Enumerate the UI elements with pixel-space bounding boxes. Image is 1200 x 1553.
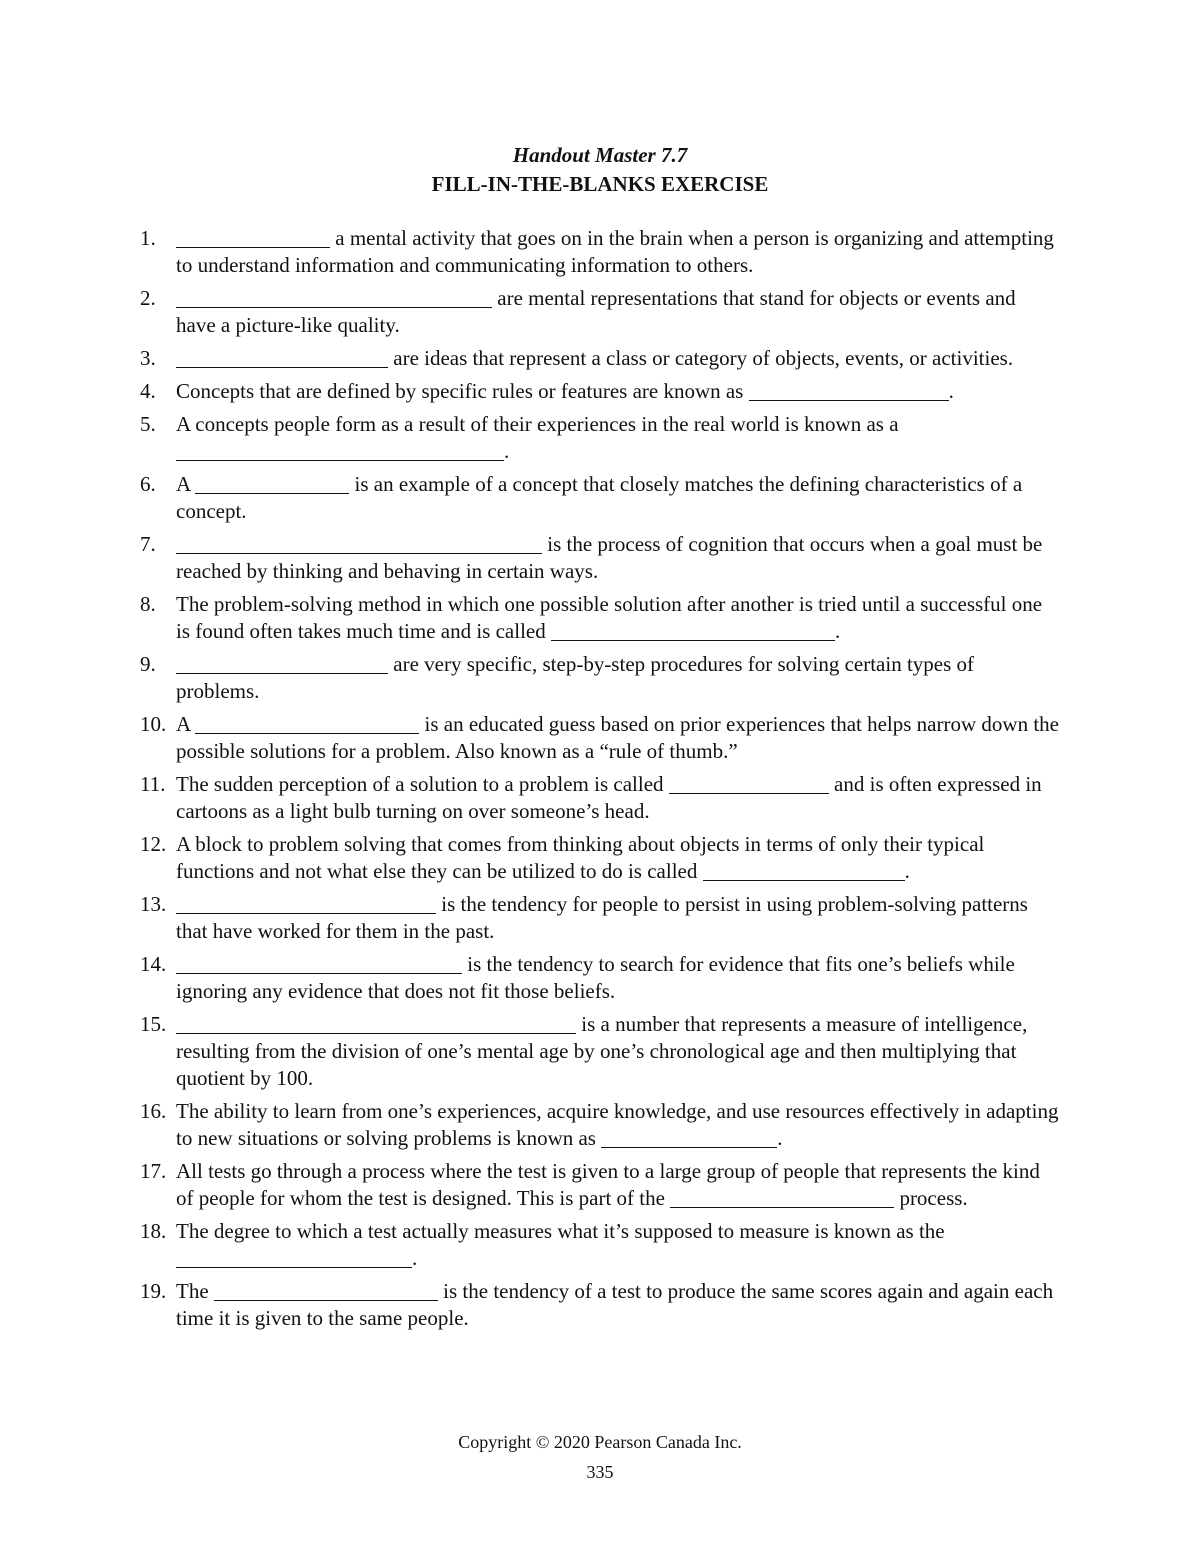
answer-blank[interactable] — [749, 380, 949, 401]
question-number: 13. — [140, 892, 167, 916]
question-text: A block to problem solving that comes from thinking about objects in terms of only their typical functions and not what else they can be utilized to do is called . — [176, 832, 985, 883]
question-item — [140, 591, 1060, 645]
question-number: 18. — [140, 1219, 167, 1243]
answer-blank[interactable] — [670, 1187, 894, 1208]
question-text: Concepts that are defined by specific rules or features are known as . — [176, 379, 954, 403]
question-item — [140, 651, 1060, 705]
question-text: A concepts people form as a result of their experiences in the real world is known as a . — [176, 412, 899, 463]
answer-blank[interactable] — [176, 1247, 412, 1268]
question-number: 3. — [140, 346, 156, 370]
question-number: 14. — [140, 952, 167, 976]
question-number: 8. — [140, 592, 156, 616]
answer-blank[interactable] — [601, 1127, 777, 1148]
page-number: 335 — [586, 1462, 614, 1482]
question-item — [140, 1011, 1060, 1092]
answer-blank[interactable] — [176, 440, 504, 461]
question-number: 7. — [140, 532, 156, 556]
question-text: A is an example of a concept that closely matches the defining characteristics of a concept. — [176, 472, 1023, 523]
question-item — [140, 1278, 1060, 1332]
question-text: are ideas that represent a class or category of objects, events, or activities. — [176, 345, 1060, 372]
question-number: 16. — [140, 1099, 167, 1123]
question-text: is the tendency to search for evidence that fits one’s beliefs while ignoring any evidence that does not fit those beliefs. — [176, 952, 1015, 1003]
question-number: 1. — [140, 226, 156, 250]
question-number: 17. — [140, 1159, 167, 1183]
question-item — [140, 951, 1060, 1005]
question-text: are very specific, step-by-step procedures for solving certain types of problems. — [176, 652, 975, 703]
question-item — [140, 471, 1060, 525]
question-item — [140, 771, 1060, 825]
question-item — [140, 378, 1060, 405]
question-item — [140, 1218, 1060, 1272]
question-item — [140, 345, 1060, 372]
question-number: 10. — [140, 712, 167, 736]
question-number: 19. — [140, 1279, 167, 1303]
question-item — [140, 1098, 1060, 1152]
question-text: A is an educated guess based on prior experiences that helps narrow down the possible solutions for a problem. Also known as a “rule of thumb.” — [176, 712, 1059, 763]
copyright-footer: Copyright © 2020 Pearson Canada Inc. — [458, 1432, 742, 1452]
answer-blank[interactable] — [195, 713, 419, 734]
question-item — [140, 225, 1060, 279]
question-number: 12. — [140, 832, 167, 856]
answer-blank[interactable] — [176, 893, 436, 914]
question-text: a mental activity that goes on in the brain when a person is organizing and attempting to understand information and communicating information to others. — [176, 226, 1054, 277]
question-text: is a number that represents a measure of intelligence, resulting from the division of one’s mental age by one’s chronological age and then multiplying that quotient by 100. — [176, 1012, 1028, 1090]
question-text: The is the tendency of a test to produce the same scores again and again each time it is given to the same people. — [176, 1279, 1054, 1330]
question-item — [140, 1158, 1060, 1212]
question-item — [140, 411, 1060, 465]
answer-blank[interactable] — [176, 953, 462, 974]
question-number: 2. — [140, 286, 156, 310]
answer-blank[interactable] — [214, 1280, 438, 1301]
question-number: 15. — [140, 1012, 167, 1036]
question-number: 5. — [140, 412, 156, 436]
question-text: is the process of cognition that occurs when a goal must be reached by thinking and behaving in certain ways. — [176, 532, 1043, 583]
question-number: 6. — [140, 472, 156, 496]
question-item — [140, 531, 1060, 585]
answer-blank[interactable] — [176, 227, 330, 248]
question-text: All tests go through a process where the test is given to a large group of people that represents the kind of people for whom the test is designed. This is part of the process. — [176, 1159, 1040, 1210]
question-text: The ability to learn from one’s experiences, acquire knowledge, and use resources effectively in adapting to new situations or solving problems is known as . — [176, 1099, 1059, 1150]
question-item — [140, 711, 1060, 765]
question-text: The sudden perception of a solution to a problem is called and is often expressed in cartoons as a light bulb turning on over someone’s head. — [176, 772, 1042, 823]
answer-blank[interactable] — [195, 473, 349, 494]
answer-blank[interactable] — [176, 653, 388, 674]
answer-blank[interactable] — [176, 287, 492, 308]
question-number: 11. — [140, 772, 166, 796]
question-text: is the tendency for people to persist in using problem-solving patterns that have worked for them in the past. — [176, 892, 1028, 943]
question-list — [140, 225, 1060, 1338]
exercise-heading: FILL-IN-THE-BLANKS EXERCISE — [431, 172, 769, 196]
question-item — [140, 285, 1060, 339]
question-text: The problem-solving method in which one possible solution after another is tried until a successful one is found often takes much time and is called . — [176, 592, 1043, 643]
answer-blank[interactable] — [551, 620, 835, 641]
question-item — [140, 891, 1060, 945]
question-text: are mental representations that stand for objects or events and have a picture-like quality. — [176, 286, 1016, 337]
handout-title: Handout Master 7.7 — [512, 143, 688, 167]
answer-blank[interactable] — [669, 773, 829, 794]
answer-blank[interactable] — [176, 347, 388, 368]
answer-blank[interactable] — [176, 1013, 576, 1034]
question-text: The degree to which a test actually measures what it’s supposed to measure is known as the . — [176, 1219, 945, 1270]
answer-blank[interactable] — [176, 533, 542, 554]
question-item — [140, 831, 1060, 885]
answer-blank[interactable] — [703, 860, 905, 881]
question-number: 4. — [140, 379, 156, 403]
question-number: 9. — [140, 652, 156, 676]
